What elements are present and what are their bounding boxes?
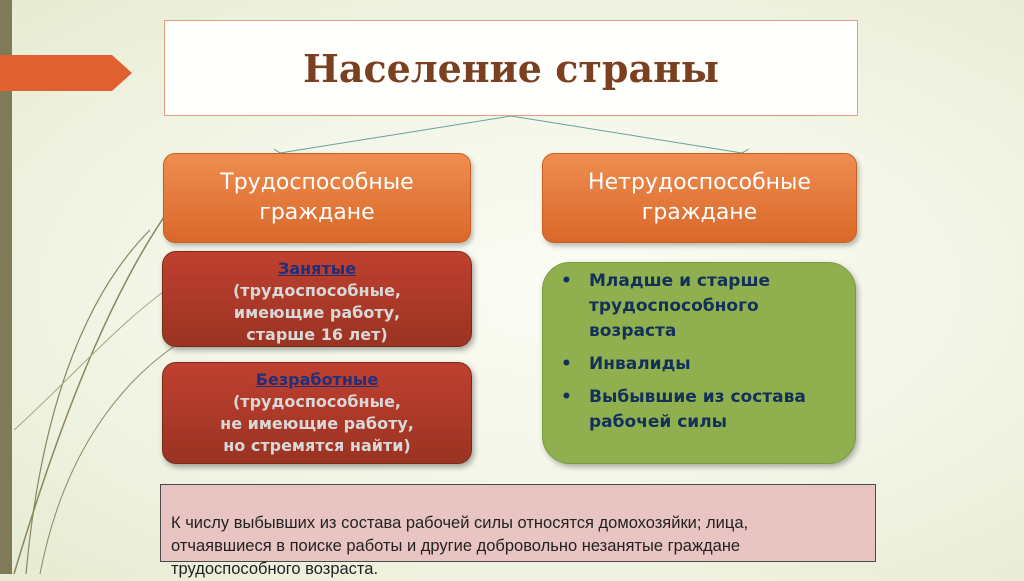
connector-left	[280, 116, 511, 153]
list-item-text: Инвалиды	[589, 354, 691, 374]
list-item	[561, 352, 841, 377]
unemployed-description: (трудоспособные, не имеющие работу, но стремятся найти)	[220, 392, 414, 455]
unemployed-heading: Безработные	[255, 370, 379, 389]
employed-box	[162, 251, 472, 347]
list-item-text: Выбывшие из состава рабочей силы	[589, 387, 806, 432]
employed-description: (трудоспособные, имеющие работу, старше 16 лет)	[232, 281, 401, 344]
unable-list	[561, 269, 841, 435]
category-able-label: Трудоспособные граждане	[220, 170, 414, 225]
category-able-box	[163, 153, 471, 243]
bullet-icon: •	[561, 271, 572, 291]
employed-heading: Занятые	[277, 259, 357, 278]
list-item-text: Младше и старше трудоспособного возраста	[589, 271, 771, 341]
list-item	[561, 269, 841, 344]
list-item	[561, 385, 841, 435]
unable-list-box	[542, 262, 856, 464]
unemployed-box	[162, 362, 472, 464]
note-text: К числу выбывших из состава рабочей силы относятся домохозяйки; лица, отчаявшиеся в поиске работы и другие добровольно незанятые граждане трудоспособного возраста.	[171, 514, 749, 578]
page-title: Население страны	[303, 45, 719, 91]
category-unable-label: Нетрудоспособные граждане	[588, 170, 811, 225]
note-box	[160, 484, 876, 578]
connector-right	[511, 116, 742, 153]
bullet-icon: •	[561, 387, 572, 407]
category-unable-box	[542, 153, 857, 243]
bullet-icon: •	[561, 354, 572, 374]
